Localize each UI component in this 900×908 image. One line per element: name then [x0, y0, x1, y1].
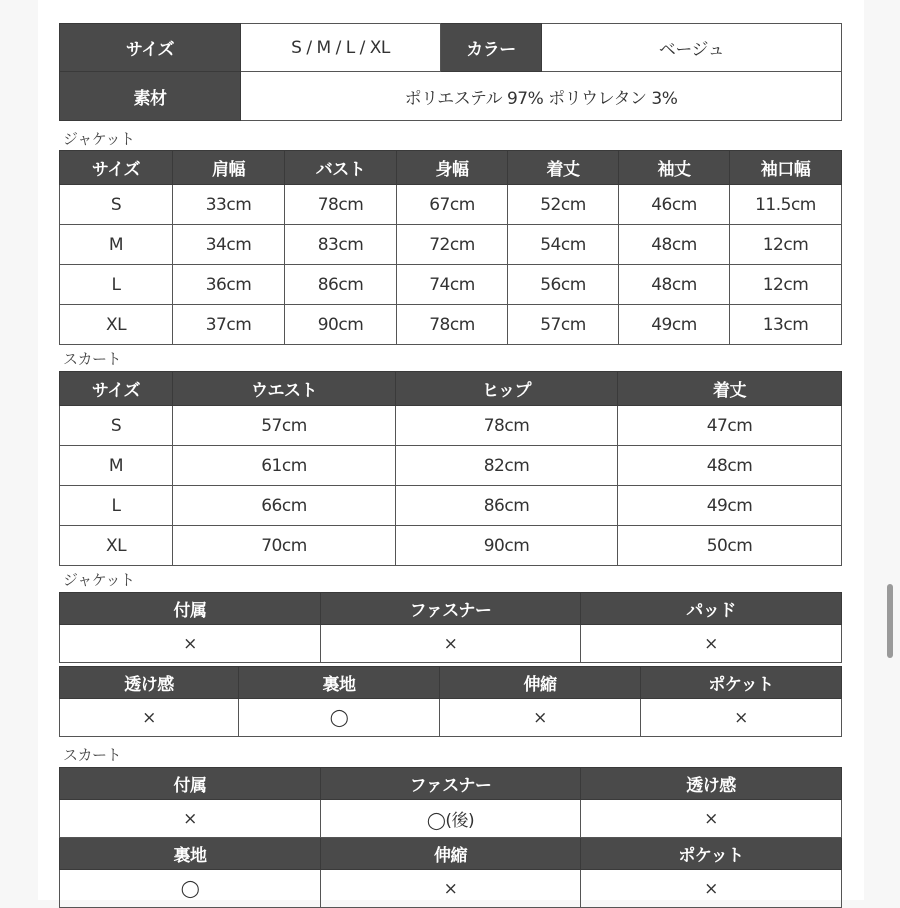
jacket-header-lining: 裏地: [239, 667, 440, 699]
table-cell: 48cm: [619, 225, 730, 265]
table-row: [60, 305, 842, 345]
color-value: ベージュ: [542, 24, 842, 72]
jacket-size-title: ジャケット: [63, 130, 135, 148]
skirt-stretch-value: ×: [321, 870, 581, 908]
skirt-pocket-value: ×: [581, 870, 842, 908]
jacket-features-table-1: [59, 592, 842, 663]
material-value: ポリエステル 97% ポリウレタン 3%: [241, 72, 842, 121]
table-cell: 12cm: [730, 265, 842, 305]
table-row: [60, 185, 842, 225]
jacket-header-sleeve: 袖丈: [619, 151, 730, 185]
jacket-size-table: [59, 150, 842, 345]
skirt-header-size: サイズ: [60, 372, 173, 406]
jacket-header-body-width: 身幅: [397, 151, 508, 185]
skirt-size-table: [59, 371, 842, 566]
table-cell: 50cm: [618, 526, 842, 566]
jacket-accessory-value: ×: [60, 625, 321, 663]
jacket-sheer-value: ×: [60, 699, 239, 737]
table-cell: L: [60, 265, 173, 305]
size-value: S / M / L / XL: [241, 24, 441, 72]
size-label: サイズ: [60, 24, 241, 72]
table-cell: 90cm: [396, 526, 618, 566]
jacket-header-shoulder: 肩幅: [173, 151, 285, 185]
table-cell: 34cm: [173, 225, 285, 265]
table-cell: 33cm: [173, 185, 285, 225]
table-cell: 49cm: [618, 486, 842, 526]
skirt-header-sheer: 透け感: [581, 768, 842, 800]
table-cell: 36cm: [173, 265, 285, 305]
table-cell: 56cm: [508, 265, 619, 305]
table-cell: 82cm: [396, 446, 618, 486]
table-cell: 86cm: [285, 265, 397, 305]
material-label: 素材: [60, 72, 241, 121]
jacket-header-cuff: 袖口幅: [730, 151, 842, 185]
table-cell: 78cm: [396, 406, 618, 446]
jacket-features-table-2: [59, 666, 842, 737]
table-cell: 13cm: [730, 305, 842, 345]
skirt-header-zipper: ファスナー: [321, 768, 581, 800]
table-row: [60, 225, 842, 265]
table-row: [60, 526, 842, 566]
table-cell: 57cm: [173, 406, 396, 446]
jacket-header-stretch: 伸縮: [440, 667, 641, 699]
table-cell: XL: [60, 305, 173, 345]
table-cell: 12cm: [730, 225, 842, 265]
jacket-header-accessory: 付属: [60, 593, 321, 625]
spec-table: [59, 23, 842, 121]
skirt-features-table: [59, 767, 842, 908]
table-cell: 11.5cm: [730, 185, 842, 225]
skirt-sheer-value: ×: [581, 800, 842, 838]
table-cell: M: [60, 446, 173, 486]
table-cell: 90cm: [285, 305, 397, 345]
scrollbar-thumb[interactable]: [887, 584, 893, 658]
table-cell: 70cm: [173, 526, 396, 566]
table-cell: 48cm: [619, 265, 730, 305]
jacket-header-length: 着丈: [508, 151, 619, 185]
table-cell: 83cm: [285, 225, 397, 265]
skirt-header-length: 着丈: [618, 372, 842, 406]
skirt-lining-value: ◯: [60, 870, 321, 908]
table-cell: 78cm: [285, 185, 397, 225]
skirt-header-stretch: 伸縮: [321, 838, 581, 870]
jacket-lining-value: ◯: [239, 699, 440, 737]
jacket-header-bust: バスト: [285, 151, 397, 185]
table-cell: 37cm: [173, 305, 285, 345]
table-cell: 72cm: [397, 225, 508, 265]
table-cell: 78cm: [397, 305, 508, 345]
table-row: [60, 446, 842, 486]
skirt-header-lining: 裏地: [60, 838, 321, 870]
jacket-stretch-value: ×: [440, 699, 641, 737]
skirt-accessory-value: ×: [60, 800, 321, 838]
table-cell: M: [60, 225, 173, 265]
table-cell: 54cm: [508, 225, 619, 265]
jacket-zipper-value: ×: [321, 625, 581, 663]
jacket-header-zipper: ファスナー: [321, 593, 581, 625]
color-label: カラー: [441, 24, 542, 72]
table-cell: L: [60, 486, 173, 526]
table-cell: 57cm: [508, 305, 619, 345]
table-cell: 48cm: [618, 446, 842, 486]
table-cell: 66cm: [173, 486, 396, 526]
jacket-features-title: ジャケット: [63, 571, 135, 589]
jacket-pad-value: ×: [581, 625, 842, 663]
jacket-header-pocket: ポケット: [641, 667, 842, 699]
jacket-pocket-value: ×: [641, 699, 842, 737]
table-cell: 86cm: [396, 486, 618, 526]
table-cell: S: [60, 185, 173, 225]
skirt-features-title: スカート: [63, 746, 122, 764]
table-cell: 67cm: [397, 185, 508, 225]
skirt-header-pocket: ポケット: [581, 838, 842, 870]
table-cell: S: [60, 406, 173, 446]
table-cell: 49cm: [619, 305, 730, 345]
table-row: [60, 486, 842, 526]
skirt-header-waist: ウエスト: [173, 372, 396, 406]
skirt-size-title: スカート: [63, 350, 122, 368]
table-cell: 74cm: [397, 265, 508, 305]
jacket-header-pad: パッド: [581, 593, 842, 625]
table-cell: 52cm: [508, 185, 619, 225]
table-row: [60, 265, 842, 305]
table-row: [60, 406, 842, 446]
jacket-header-sheer: 透け感: [60, 667, 239, 699]
skirt-zipper-value: ◯(後): [321, 800, 581, 838]
table-cell: 47cm: [618, 406, 842, 446]
skirt-header-accessory: 付属: [60, 768, 321, 800]
table-cell: XL: [60, 526, 173, 566]
skirt-header-hip: ヒップ: [396, 372, 618, 406]
table-cell: 61cm: [173, 446, 396, 486]
table-cell: 46cm: [619, 185, 730, 225]
jacket-header-size: サイズ: [60, 151, 173, 185]
